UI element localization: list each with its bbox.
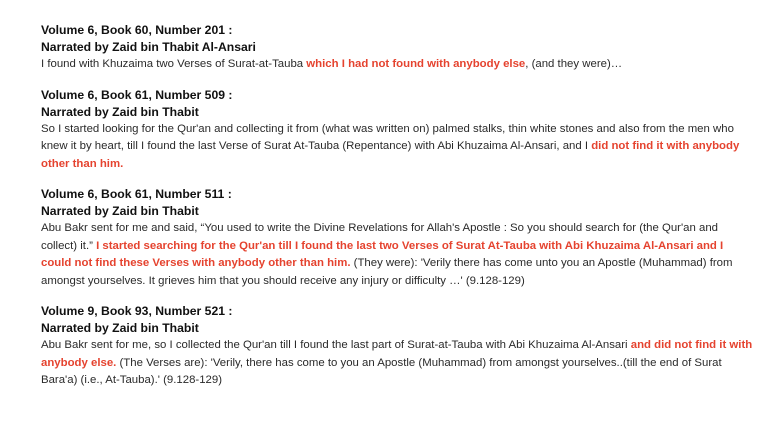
hadith-entry bbox=[41, 22, 753, 74]
text-segment: Abu Bakr sent for me and said, “You used to write the Divine Revelations for Allah's Apostle : So you should search for (the Qur'an and collect) it.” bbox=[41, 222, 718, 252]
hadith-text bbox=[41, 56, 753, 74]
hadith-text bbox=[41, 121, 753, 174]
hadith-reference: Volume 6, Book 61, Number 509 : bbox=[41, 87, 233, 102]
hadith-entry bbox=[41, 186, 753, 290]
highlighted-text: and did not find it with anybody else. bbox=[41, 339, 753, 369]
hadith-text bbox=[41, 337, 753, 390]
text-segment: Abu Bakr sent for me, so I collected the Qur'an till I found the last part of Surat-at-Tauba with Abi Khuzaima Al-Ansari bbox=[41, 339, 631, 351]
hadith-narrator: Narrated by Zaid bin Thabit bbox=[41, 321, 199, 335]
hadith-document bbox=[41, 22, 753, 403]
hadith-reference: Volume 6, Book 61, Number 511 : bbox=[41, 187, 232, 201]
hadith-entry bbox=[41, 87, 753, 174]
hadith-reference: Volume 6, Book 60, Number 201 : bbox=[41, 23, 233, 37]
hadith-text bbox=[41, 220, 753, 290]
text-segment: (They were): 'Verily there has come unto you an Apostle (Muhammad) from amongst yourselves. It grieves him that you should receive any injury or difficulty …' (9.128-129) bbox=[41, 257, 733, 287]
text-segment: , (and they were)… bbox=[525, 58, 623, 70]
hadith-narrator: Narrated by Zaid bin Thabit Al-Ansari bbox=[41, 40, 256, 54]
text-segment: (The Verses are): 'Verily, there has come to you an Apostle (Muhammad) from amongst yourselves..(till the end of Surat Bara'a) (i.e., At-Tauba).' (9.128-129) bbox=[41, 356, 722, 386]
hadith-narrator: Narrated by Zaid bin Thabit bbox=[41, 204, 199, 218]
text-segment: So I started looking for the Qur'an and collecting it from (what was written on) palmed stalks, thin white stones and also from the men who knew it by heart, till I found the last Verse of Surat At-Tauba (Repentance) with Abi Khuzaima Al-Ansari, and I bbox=[41, 122, 734, 152]
highlighted-text: which I had not found with anybody else bbox=[306, 58, 526, 70]
highlighted-text: I started searching for the Qur'an till I found the last two Verses of Surat At-Tauba with Abi Khuzaima Al-Ansari and I could not find these Verses with anybody other than him. bbox=[41, 239, 724, 269]
text-segment: I found with Khuzaima two Verses of Surat-at-Tauba bbox=[41, 58, 307, 70]
hadith-narrator: Narrated by Zaid bin Thabit bbox=[41, 104, 199, 119]
hadith-reference: Volume 9, Book 93, Number 521 : bbox=[41, 304, 233, 318]
highlighted-text: did not find it with anybody other than him. bbox=[41, 140, 740, 170]
hadith-entry bbox=[41, 303, 753, 390]
